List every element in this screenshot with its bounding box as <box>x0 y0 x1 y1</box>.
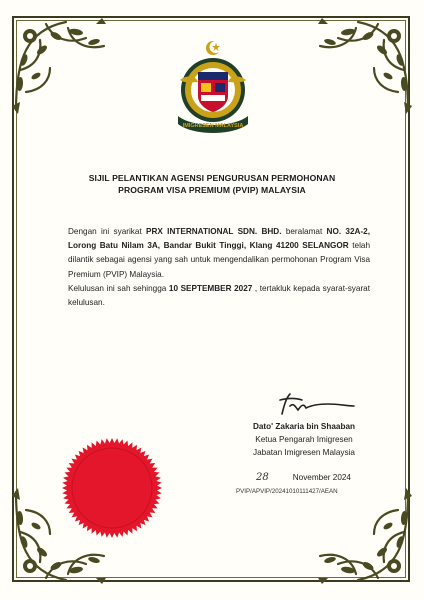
immigration-crest-icon <box>168 38 258 136</box>
company-name: PRX INTERNATIONAL SDN. BHD. <box>146 227 282 236</box>
signatory-title-2: Jabatan Imigresen Malaysia <box>253 448 355 457</box>
issue-day: 28 <box>256 472 269 483</box>
company-address: NO. 32A-2, Lorong Batu Nilam 3A, Bandar Bukit Tinggi, Klang 41200 SELANGOR <box>68 227 370 251</box>
p1-tail: telah dilantik sebagai agensi yang sah untuk mengendalikan permohonan Program Visa Premium (PVIP) Malaysia. <box>68 241 370 279</box>
issue-date <box>256 472 351 483</box>
body-paragraph-2 <box>68 282 370 310</box>
issue-month-year: November 2024 <box>292 473 351 482</box>
body-paragraph-1 <box>68 225 370 282</box>
signatory-name: Dato' Zakaria bin Shaaban <box>252 422 356 431</box>
p1-mid: beralamat <box>281 227 327 236</box>
certificate-title <box>40 172 384 196</box>
crest-ribbon-text: IMIGRESEN MALAYSIA <box>182 123 244 129</box>
signature-icon <box>268 392 358 418</box>
corner-ornament-icon <box>306 10 418 122</box>
p2-tail: , tertakluk kepada syarat-syarat kelulusan. <box>68 283 371 308</box>
reference-number: PVIP/APVIP/20241010111427/AEAN <box>236 488 338 495</box>
p1-lead: Dengan ini syarikat <box>68 227 147 236</box>
seal-serrated-edge <box>62 438 162 538</box>
expiry-date: 10 SEPTEMBER 2027 <box>168 283 253 293</box>
signatory-block <box>224 420 384 459</box>
signatory-title-1: Ketua Pengarah Imigresen <box>255 435 353 444</box>
title-line-2: PROGRAM VISA PREMIUM (PVIP) MALAYSIA <box>118 185 306 195</box>
corner-ornament-icon <box>6 10 118 122</box>
p2-lead: Kelulusan ini sah sehingga <box>68 283 169 293</box>
corner-ornament-icon <box>306 480 418 592</box>
red-seal-icon <box>60 436 164 540</box>
title-line-1: SIJIL PELANTIKAN AGENSI PENGURUSAN PERMOHONAN <box>88 173 336 183</box>
certificate-body <box>68 225 370 310</box>
